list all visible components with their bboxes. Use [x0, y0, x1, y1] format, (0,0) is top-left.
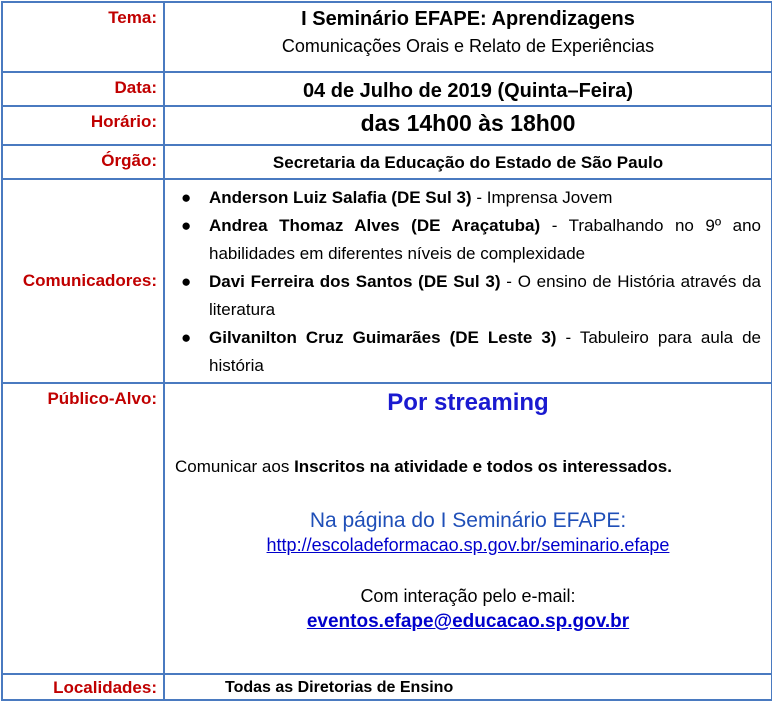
event-subtitle: Comunicações Orais e Relato de Experiências — [281, 36, 655, 56]
notify-plain: Comunicar aos — [175, 457, 295, 476]
bullet-icon: ● — [181, 216, 192, 235]
row-localidades — [2, 674, 772, 700]
row-comunicadores — [2, 179, 772, 383]
speakers-list — [165, 180, 771, 382]
localidades-label: Localidades: — [2, 674, 164, 700]
speaker-name: Gilvanilton Cruz Guimarães (DE Leste 3) — [209, 328, 557, 347]
orgao-label: Órgão: — [2, 145, 164, 179]
tema-cell — [164, 2, 772, 72]
localidades-cell — [164, 674, 772, 700]
localidades-value: Todas as Diretorias de Ensino — [225, 679, 454, 696]
interaction-note: Com interação pelo e-mail: — [360, 586, 576, 606]
email-link[interactable]: eventos.efape@educacao.sp.gov.br — [306, 611, 630, 632]
orgao-cell — [164, 145, 772, 179]
event-organ: Secretaria da Educação do Estado de São Paulo — [272, 153, 664, 172]
speaker-name: Davi Ferreira dos Santos (DE Sul 3) — [209, 272, 501, 291]
speaker-topic: - Imprensa Jovem — [471, 188, 613, 207]
streaming-title: Por streaming — [387, 389, 549, 416]
speaker-topic: - Tabuleiro para aula de história — [209, 328, 761, 375]
event-title: I Seminário EFAPE: Aprendizagens — [301, 8, 635, 30]
tema-label: Tema: — [2, 2, 164, 72]
row-data — [2, 72, 772, 106]
seminar-url-link[interactable]: http://escoladeformacao.sp.gov.br/seminario.efape — [266, 535, 670, 555]
row-publico — [2, 383, 772, 674]
page-note: Na página do I Seminário EFAPE: — [309, 509, 627, 532]
horario-label: Horário: — [2, 106, 164, 145]
speaker-name: Anderson Luiz Salafia (DE Sul 3) — [209, 188, 472, 207]
list-item — [175, 184, 761, 212]
event-date: 04 de Julho de 2019 (Quinta–Feira) — [302, 80, 634, 102]
list-item — [175, 212, 761, 268]
data-label: Data: — [2, 72, 164, 106]
publico-cell — [164, 383, 772, 674]
comunicadores-label: Comunicadores: — [2, 179, 164, 383]
bullet-icon: ● — [181, 328, 192, 347]
speaker-topic: - Trabalhando no 9º ano habilidades em diferentes níveis de complexidade — [209, 216, 761, 263]
bullet-icon: ● — [181, 272, 192, 291]
data-cell — [164, 72, 772, 106]
bullet-icon: ● — [181, 188, 192, 207]
row-orgao — [2, 145, 772, 179]
horario-cell — [164, 106, 772, 145]
publico-label: Público-Alvo: — [2, 383, 164, 674]
row-horario — [2, 106, 772, 145]
event-info-table — [1, 1, 772, 701]
notify-bold: Inscritos na atividade e todos os interessados. — [294, 457, 672, 476]
comunicadores-cell — [164, 179, 772, 383]
notify-text — [165, 453, 771, 481]
event-time: das 14h00 às 18h00 — [360, 110, 576, 136]
speaker-topic: - O ensino de História através da literatura — [209, 272, 761, 319]
list-item — [175, 268, 761, 324]
speaker-name: Andrea Thomaz Alves (DE Araçatuba) — [209, 216, 541, 235]
list-item — [175, 324, 761, 380]
row-tema — [2, 2, 772, 72]
